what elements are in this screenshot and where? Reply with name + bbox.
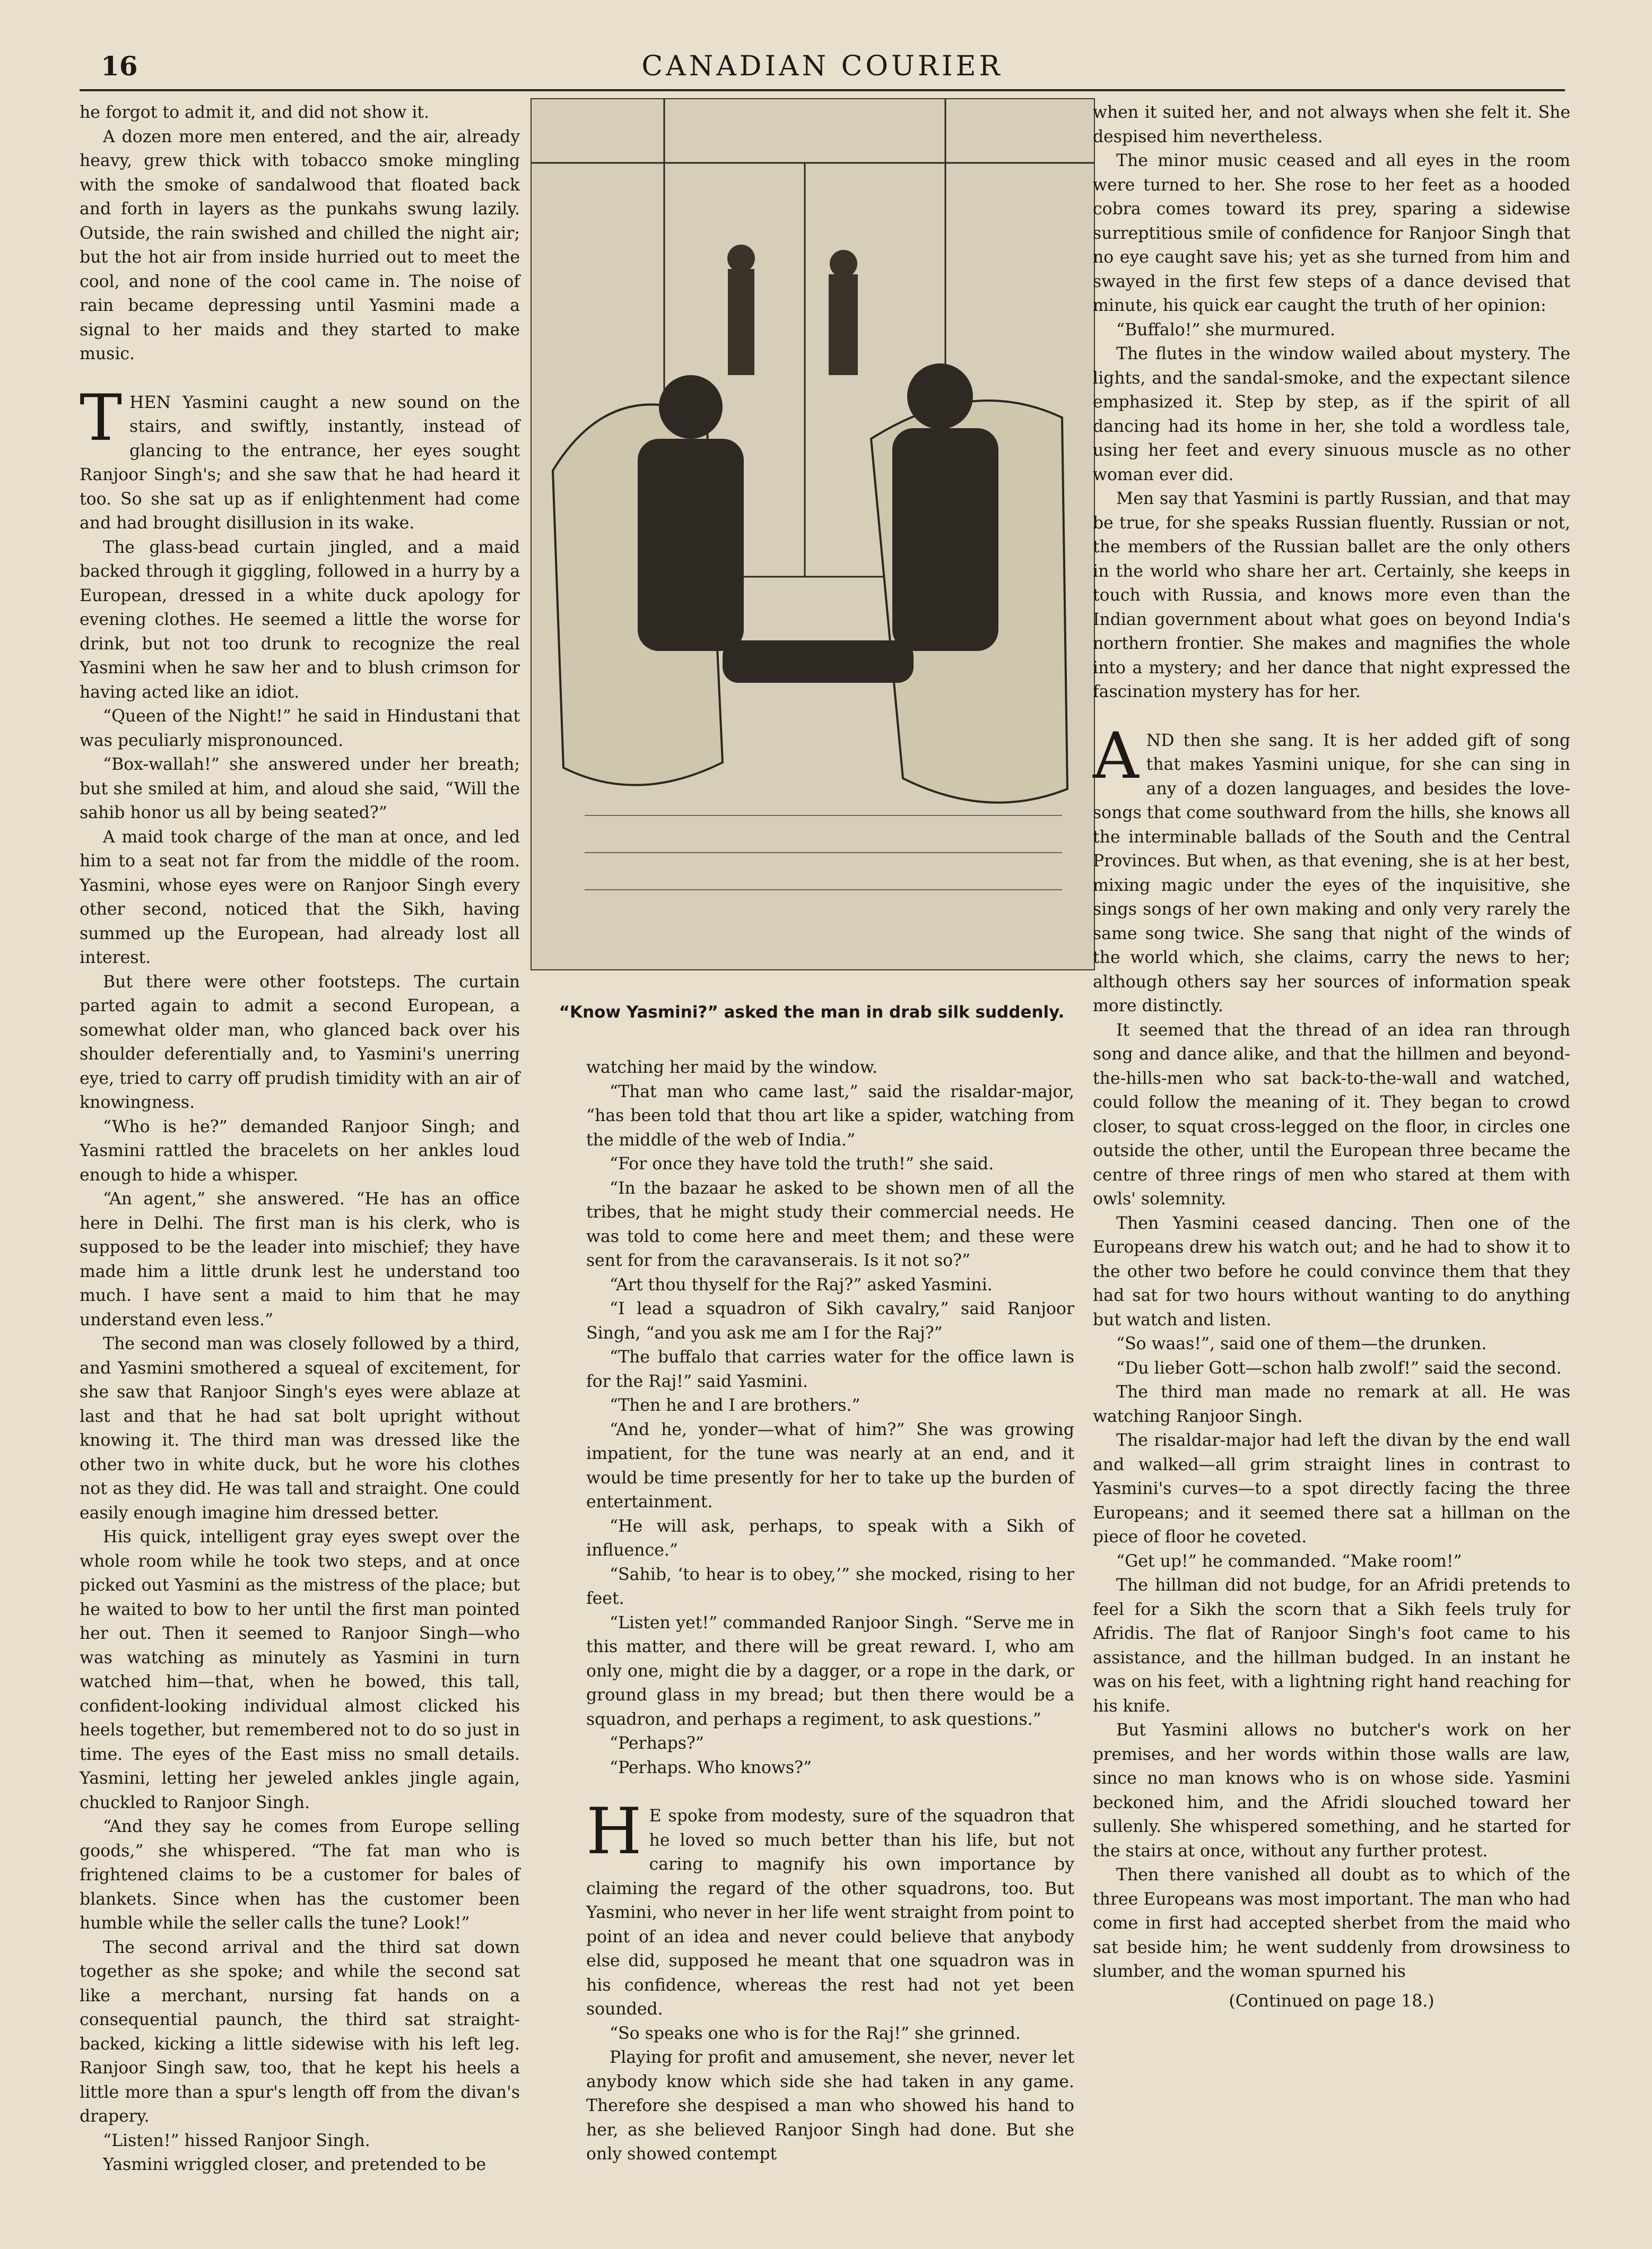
- continued-note: (Continued on page 18.): [1229, 1991, 1434, 2011]
- paragraph: “He will ask, perhaps, to speak with a Sikh of influence.”: [586, 1516, 1074, 1560]
- paragraph: when it suited her, and not always when she felt it. She despised him nevertheless.: [1093, 103, 1570, 146]
- paragraph: “Queen of the Night!” he said in Hindustani that was peculiarly mispronounced.: [80, 707, 520, 750]
- drop-cap: H: [586, 1795, 642, 1869]
- paragraph: “Get up!” he commanded. “Make room!”: [1116, 1551, 1462, 1571]
- drop-cap: A: [1093, 719, 1139, 793]
- paragraph-dropcap: THEN Yasmini caught a new sound on the stairs, and swiftly, instantly, instead of glancing to the entrance, her eyes sought Ranjoor Singh's; and she saw that he had heard it too. So she sat up as if enlightenment had come and had brought disillusion in its wake.: [80, 381, 520, 533]
- paragraph: watching her maid by the window.: [586, 1058, 878, 1077]
- paragraph: The glass-bead curtain jingled, and a maid backed through it giggling, followed in a hurry by a European, dressed in a white duck apology for evening clothes. He seemed a little the worse for drink, but not too drunk to recognize the real Yasmini when he saw her and to blush crimson for having acted like an idiot.: [80, 537, 520, 702]
- paragraph: “The buffalo that carries water for the office lawn is for the Raj!” said Yasmini.: [586, 1348, 1074, 1391]
- paragraph: The minor music ceased and all eyes in the room were turned to her. She rose to her feet as a hooded cobra comes toward its prey, sparing a sidewise surreptitious smile of confidence for Ranjoor Singh that no eye caught save his; yet as she turned from him and swayed in the first few steps of a dance devised that minute, his quick ear caught the truth of her opinion:: [1093, 151, 1570, 315]
- paragraph: The third man made no remark at all. He was watching Ranjoor Singh.: [1093, 1383, 1570, 1426]
- paragraph: Yasmini wriggled closer, and pretended to be: [103, 2155, 486, 2174]
- paragraph: The second man was closely followed by a third, and Yasmini smothered a squeal of excitement, for she saw that Ranjoor Singh's eyes were ablaze at last and that he had sat bolt upright without knowing it. The third man was dressed like the other two in white duck, but he wore his clothes not as they did. He was tall and straight. One could easily enough imagine him dressed better.: [80, 1334, 520, 1523]
- paragraph: “That man who came last,” said the risaldar-major, “has been told that thou art like a spider, watching from the middle of the web of India.”: [586, 1082, 1074, 1150]
- column-2: [586, 1056, 1074, 2167]
- paragraph: “Buffalo!” she murmured.: [1116, 320, 1335, 340]
- paragraph-dropcap: H E spoke from modesty, sure of the squadron that he loved so much better than his life, but not caring to magnify his own importance by claiming the regard of the other squadrons, too. But Yasmini, who never in her life went straight from point to point of an idea and never could believe that anybody else did, supposed he meant that one squadron was in his confidence, whereas the rest had not yet been sounded.: [586, 1795, 1074, 2019]
- paragraph: “Perhaps?”: [610, 1734, 704, 1753]
- paragraph-dropcap: AND then she sang. It is her added gift of song that makes Yasmini unique, for she can sing in any of a dozen languages, and besides the love-songs that come southward from the hills, she knows all the interminable ballads of the South and the Central Provinces. But when, as that evening, she is at her best, mixing magic under the eyes of the inquisitive, she sings songs of her own making and only very rarely the same song twice. She sang that night of the winds of the world which, she claims, carry the news to her; although others say her sources of information speak more distinctly.: [1093, 719, 1571, 1015]
- paragraph: “Art thou thyself for the Raj?” asked Yasmini.: [610, 1275, 993, 1295]
- paragraph: Playing for profit and amusement, she never, never let anybody know which side she had taken in any game. Therefore she despised a man who showed his hand to her, as she believed Ranjoor Singh had done. But she only showed contempt: [586, 2048, 1074, 2164]
- paragraph: The hillman did not budge, for an Afridi pretends to feel for a Sikh the scorn that a Sikh feels truly for Afridis. The flat of Ranjoor Singh's foot came to his assistance, and the hillman budged. In an instant he was on his feet, with a lightning right hand reaching for his knife.: [1093, 1576, 1570, 1716]
- paragraph: “So speaks one who is for the Raj!” she grinned.: [610, 2024, 1021, 2043]
- paragraph: “And they say he comes from Europe selling goods,” she whispered. “The fat man who is frightened claims to be a customer for bales of blankets. Since when has the customer been humble while the seller calls the tune? Look!”: [80, 1817, 520, 1933]
- paragraph: But Yasmini allows no butcher's work on her premises, and her words within those walls are law, since no man knows who is on whose side. Yasmini beckoned him, and the Afridi slouched toward her sullenly. She whispered something, and he started for the stairs at once, without any further protest.: [1093, 1721, 1570, 1861]
- paragraph: But there were other footsteps. The curtain parted again to admit a second European, a somewhat older man, who glanced back over his shoulder deferentially and, to Yasmini's unerring eye, tried to carry off prudish timidity with an air of knowingness.: [80, 972, 520, 1112]
- paragraph: “Then he and I are brothers.”: [610, 1396, 860, 1415]
- paragraph: Men say that Yasmini is partly Russian, and that may be true, for she speaks Russian fluently. Russian or not, the members of the Russian ballet are the only others in the world who share her art. Certainly, she keeps in touch with Russia, and knows more even than the Indian government about what goes on beyond India's northern frontier. She makes and magnifies the whole into a mystery; and her dance that night expressed the fascination mystery has for her.: [1093, 489, 1570, 701]
- paragraph: “Box-wallah!” she answered under her breath; but she smiled at him, and aloud she said, “Will the sahib honor us all by being seated?”: [80, 755, 520, 822]
- paragraph: A maid took charge of the man at once, and led him to a seat not far from the middle of the room. Yasmini, whose eyes were on Ranjoor Singh every other second, noticed that the Sikh, having summed up the European, had already lost all interest.: [80, 827, 520, 967]
- column-3: [1093, 101, 1570, 2013]
- column-1: [80, 101, 520, 2177]
- paragraph: Then there vanished all doubt as to which of the three Europeans was most important. The man who had come in first had accepted sherbet from the maid who sat beside him; he went suddenly from drowsiness to slumber, and the woman spurned his: [1093, 1865, 1570, 1981]
- page-header: [80, 50, 1565, 93]
- paragraph: The second arrival and the third sat down together as she spoke; and while the second sat like a merchant, nursing fat hands on a consequential paunch, the third sat straight-backed, kicking a little sidewise with his left leg. Ranjoor Singh saw, too, that he kept his heels a little more than a spur's length off from the divan's drapery.: [80, 1938, 520, 2126]
- page-number: 16: [101, 50, 138, 82]
- paragraph: “An agent,” she answered. “He has an office here in Delhi. The first man is his clerk, who is supposed to be the leader into mischief; they have made him a little drunk lest he understand too much. I have sent a maid to him that he may understand even less.”: [80, 1189, 520, 1330]
- paragraph: His quick, intelligent gray eyes swept over the whole room while he took two steps, and at once picked out Yasmini as the mistress of the place; but he waited to bow to her until the first man pointed her out. Then it seemed to Ranjoor Singh—who was watching as minutely as Yasmini in turn watched him—that, when he bowed, this tall, confident-looking individual almost clicked his heels together, but remembered not to do so just in time. The eyes of the East miss no small details. Yasmini, letting her jeweled ankles jingle again, chuckled to Ranjoor Singh.: [80, 1527, 520, 1812]
- paragraph: “Who is he?” demanded Ranjoor Singh; and Yasmini rattled the bracelets on her ankles loud enough to hide a whisper.: [80, 1117, 520, 1185]
- paragraph: The risaldar-major had left the divan by the end wall and walked—all grim straight lines in contrast to Yasmini's curves—to a spot directly facing the three Europeans; and it seemed there sat a hillman on the piece of floor he coveted.: [1093, 1431, 1570, 1547]
- paragraph: “For once they have told the truth!” she said.: [610, 1154, 994, 1174]
- paragraph: he forgot to admit it, and did not show it.: [80, 103, 430, 122]
- paragraph: “In the bazaar he asked to be shown men of all the tribes, that he might study their commercial needs. He was told to come here and meet them; and these were sent for from the caravanserais. Is it not so?”: [586, 1178, 1074, 1270]
- illustration-caption: “Know Yasmini?” asked the man in drab silk suddenly.: [559, 1003, 1065, 1022]
- paragraph: “Listen yet!” commanded Ranjoor Singh. “Serve me in this matter, and there will be great reward. I, who am only one, might die by a dagger, or a rope in the dark, or ground glass in my bread; but then there would be a squadron, and perhaps a regiment, to ask questions.”: [586, 1613, 1074, 1729]
- paragraph: A dozen more men entered, and the air, already heavy, grew thick with tobacco smoke mingling with the smoke of sandalwood that floated back and forth in layers as the punkahs swung lazily. Outside, the rain swished and chilled the night air; but the hot air from inside hurried out to meet the cool, and none of the cool came in. The noise of rain became depressing until Yasmini made a signal to her maids and they started to make music.: [80, 127, 520, 363]
- paragraph: “Listen!” hissed Ranjoor Singh.: [103, 2131, 370, 2150]
- story-illustration: [531, 98, 1095, 970]
- paragraph: “Sahib, ‘to hear is to obey,’” she mocked, rising to her feet.: [586, 1565, 1074, 1608]
- header-rule: [80, 89, 1565, 91]
- paragraph: It seemed that the thread of an idea ran through song and dance alike, and that the hillmen and beyond-the-hills-men who sat back-to-the-wall and watched, could follow the meaning of it. They began to crowd closer, to squat cross-legged on the floor, in circles one outside the other, until the European three became the centre of three rings of men who stared at them with owls' solemnity.: [1093, 1020, 1570, 1209]
- paragraph: Then Yasmini ceased dancing. Then one of the Europeans drew his watch out; and he had to show it to the other two before he could convince them that they had sat for two hours without wanting to do anything but watch and listen.: [1093, 1213, 1570, 1330]
- paragraph: “Du lieber Gott—schon halb zwolf!” said the second.: [1116, 1358, 1562, 1378]
- drop-cap: T: [80, 381, 123, 455]
- paragraph: “I lead a squadron of Sikh cavalry,” said Ranjoor Singh, “and you ask me am I for the Raj?”: [586, 1299, 1074, 1343]
- publication-title: CANADIAN COURIER: [641, 50, 1003, 82]
- illustration-drawing: [532, 99, 1094, 969]
- paragraph: “So waas!”, said one of them—the drunken.: [1116, 1334, 1487, 1353]
- paragraph: The flutes in the window wailed about mystery. The lights, and the sandal-smoke, and the expectant silence emphasized it. Step by step, as if the spirit of all dancing had its home in her, she told a wordless tale, using her feet and every sinuous muscle as no other woman ever did.: [1093, 344, 1570, 484]
- paragraph: “And he, yonder—what of him?” She was growing impatient, for the tune was nearly at an end, and it would be time presently for her to take up the burden of entertainment.: [586, 1420, 1074, 1512]
- paragraph: “Perhaps. Who knows?”: [610, 1758, 812, 1777]
